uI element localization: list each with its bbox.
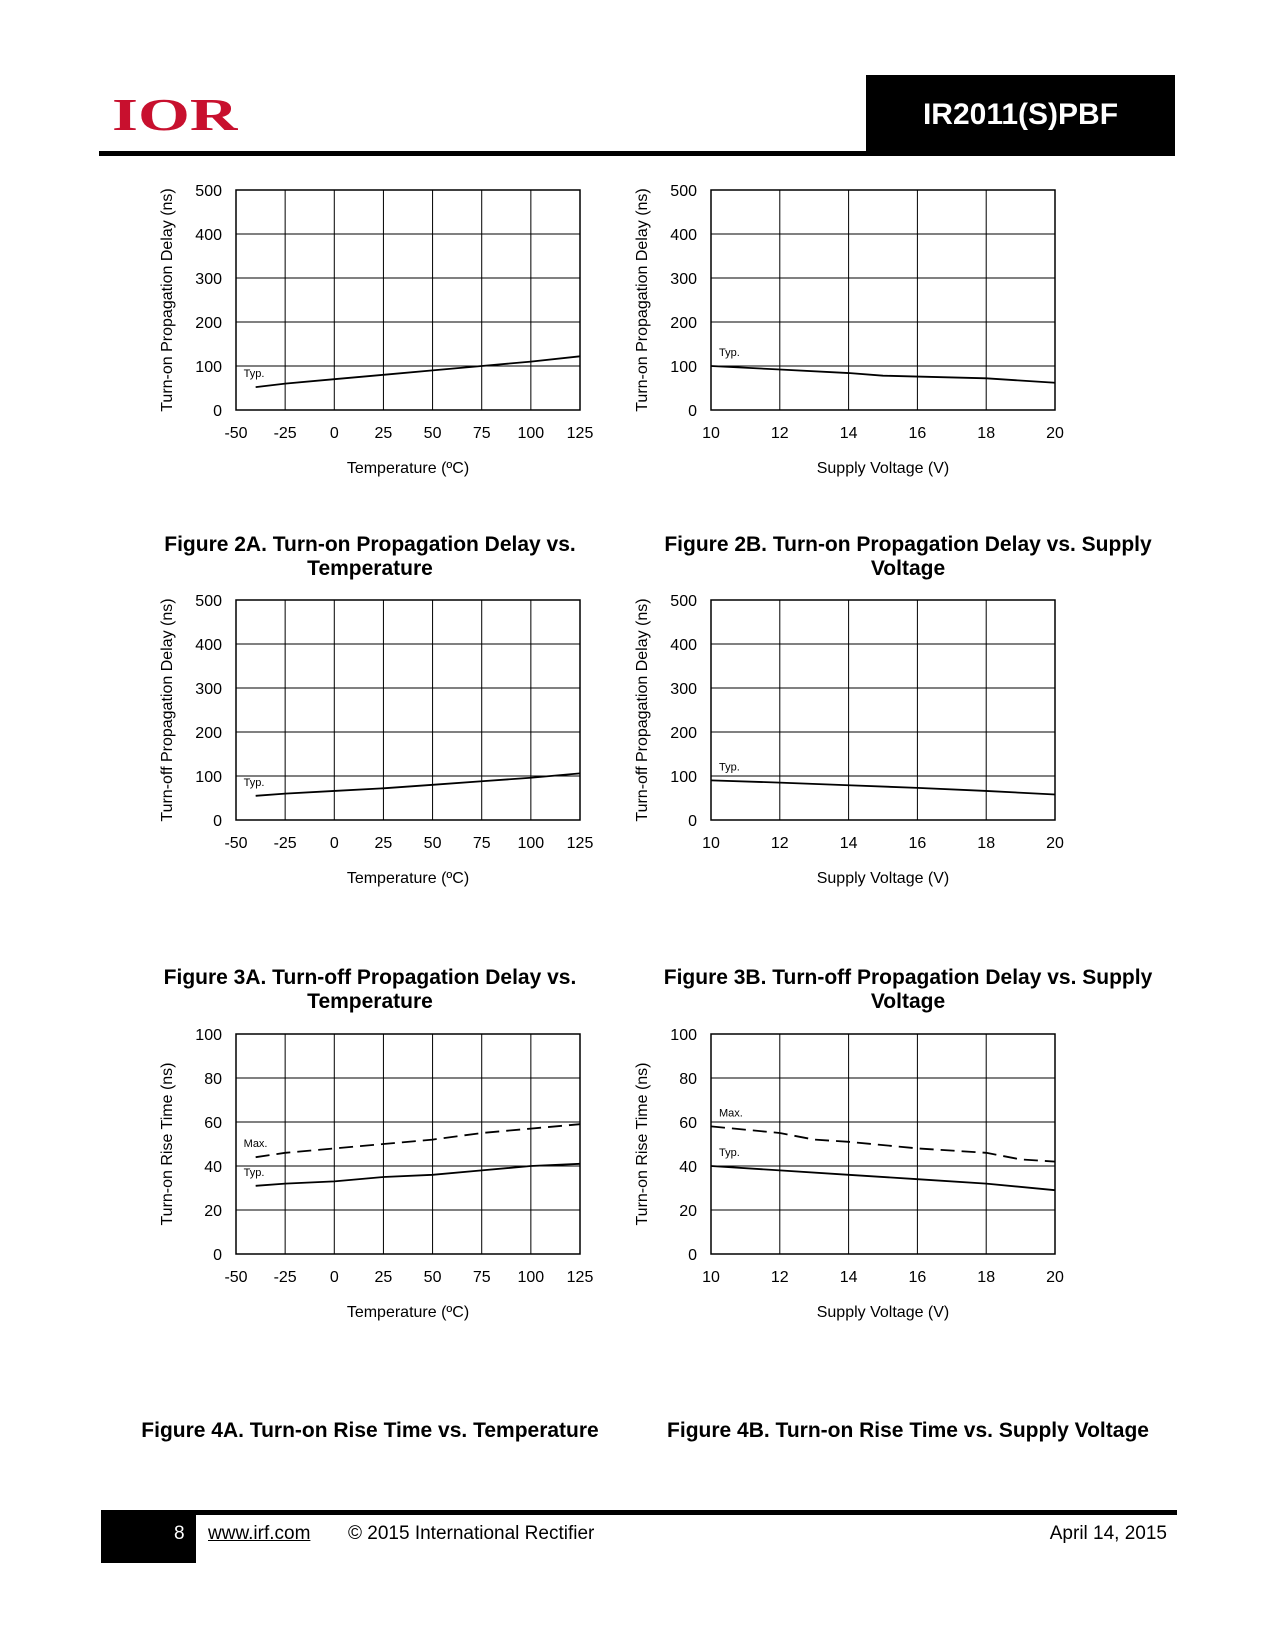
y-tick-label: 200 <box>670 315 697 332</box>
publication-date: April 14, 2015 <box>1049 1523 1167 1544</box>
series-label: Typ. <box>243 776 265 789</box>
x-tick-label: 14 <box>839 1269 858 1286</box>
figure-4a-caption <box>110 1419 630 1443</box>
part-number: IR2011(S)PBF <box>922 98 1119 131</box>
header-divider <box>99 151 1175 156</box>
y-tick-label: 0 <box>213 1247 222 1264</box>
x-tick-label: 20 <box>1046 1269 1064 1286</box>
chart-figure-2a <box>150 180 620 510</box>
plot-frame <box>711 1034 1055 1254</box>
x-tick-label: 75 <box>472 1269 491 1286</box>
figure-4b-caption <box>648 1419 1168 1443</box>
x-tick-label: 25 <box>374 425 393 442</box>
x-axis-label: Temperature (ºC) <box>346 1304 470 1321</box>
y-tick-label: 400 <box>670 227 697 244</box>
chart-svg <box>625 180 1095 510</box>
footer-divider <box>101 1510 1177 1515</box>
y-tick-label: 40 <box>679 1159 697 1176</box>
x-tick-label: -25 <box>273 835 297 852</box>
y-tick-label: 80 <box>204 1071 222 1088</box>
y-axis-label: Turn-on Propagation Delay (ns) <box>634 188 651 412</box>
chart-figure-3b <box>625 590 1095 920</box>
x-tick-label: 50 <box>423 835 442 852</box>
x-tick-label: 12 <box>770 1269 789 1286</box>
caption-line: Figure 2B. Turn-on Propagation Delay vs. Supply <box>664 533 1152 556</box>
x-tick-label: 50 <box>423 425 442 442</box>
chart-figure-3a <box>150 590 620 920</box>
series-label: Max. <box>243 1138 268 1151</box>
series-line-typ <box>711 780 1055 794</box>
series-label: Typ. <box>243 1166 265 1179</box>
x-tick-label: 14 <box>839 835 858 852</box>
x-tick-label: 0 <box>329 835 339 852</box>
x-tick-label: -50 <box>224 1269 248 1286</box>
x-axis-label: Supply Voltage (V) <box>816 1304 950 1321</box>
y-tick-label: 400 <box>670 637 697 654</box>
figure-3b-caption <box>648 966 1168 1014</box>
caption-line: Figure 4B. Turn-on Rise Time vs. Supply Voltage <box>667 1419 1149 1442</box>
series-label: Typ. <box>719 347 740 359</box>
x-tick-label: -25 <box>273 1269 297 1286</box>
y-tick-label: 100 <box>195 1027 222 1044</box>
y-tick-label: 300 <box>670 681 697 698</box>
x-tick-label: 18 <box>977 1269 996 1286</box>
x-tick-label: 125 <box>566 425 594 442</box>
x-tick-label: 16 <box>908 1269 927 1286</box>
chart-figure-4a <box>150 1024 620 1354</box>
page-number: 8 <box>174 1523 185 1544</box>
y-tick-label: 400 <box>195 227 222 244</box>
x-axis-label: Temperature (ºC) <box>346 460 470 477</box>
x-tick-label: 0 <box>329 1269 339 1286</box>
series-label: Typ. <box>719 1147 740 1159</box>
x-tick-label: 18 <box>977 425 996 442</box>
x-tick-label: 125 <box>566 835 594 852</box>
part-number-banner <box>866 75 1175 155</box>
series-line-max <box>711 1126 1055 1161</box>
series-line-typ <box>711 1166 1055 1190</box>
chart-figure-2b <box>625 180 1095 510</box>
x-tick-label: 50 <box>423 1269 442 1286</box>
x-tick-label: 100 <box>517 425 545 442</box>
y-tick-label: 500 <box>195 183 222 200</box>
x-axis-label: Supply Voltage (V) <box>816 460 950 477</box>
y-tick-label: 20 <box>679 1203 697 1220</box>
chart-svg <box>625 590 1095 920</box>
y-tick-label: 0 <box>688 813 697 830</box>
y-axis-label: Turn-on Propagation Delay (ns) <box>159 188 176 412</box>
y-tick-label: 0 <box>688 1247 697 1264</box>
y-tick-label: 300 <box>195 681 222 698</box>
copyright-text: © 2015 International Rectifier <box>348 1523 595 1544</box>
y-tick-label: 500 <box>670 593 697 610</box>
x-tick-label: 25 <box>374 835 393 852</box>
y-axis-label: Turn-off Propagation Delay (ns) <box>159 598 176 822</box>
y-tick-label: 80 <box>679 1071 697 1088</box>
y-tick-label: 0 <box>688 403 697 420</box>
series-line-typ <box>711 366 1055 383</box>
y-tick-label: 60 <box>679 1115 697 1132</box>
y-tick-label: 0 <box>213 813 222 830</box>
y-tick-label: 60 <box>204 1115 222 1132</box>
ir-logo-icon <box>112 92 238 136</box>
x-tick-label: 75 <box>472 835 491 852</box>
x-tick-label: 10 <box>702 835 720 852</box>
x-tick-label: 100 <box>517 835 545 852</box>
y-axis-label: Turn-off Propagation Delay (ns) <box>634 598 651 822</box>
chart-svg <box>150 1024 620 1354</box>
figure-2b-caption <box>648 533 1168 581</box>
x-tick-label: -25 <box>273 425 297 442</box>
x-tick-label: 100 <box>517 1269 545 1286</box>
chart-svg <box>150 180 620 510</box>
y-tick-label: 400 <box>195 637 222 654</box>
series-label: Max. <box>719 1107 743 1120</box>
caption-line: Figure 3B. Turn-off Propagation Delay vs. Supply <box>663 966 1153 989</box>
svg-text:IOR: IOR <box>112 92 238 136</box>
plot-frame <box>236 1034 580 1254</box>
company-logo <box>112 92 238 136</box>
y-tick-label: 200 <box>195 315 222 332</box>
x-tick-label: 12 <box>770 835 789 852</box>
chart-figure-4b <box>625 1024 1095 1354</box>
y-tick-label: 500 <box>670 183 697 200</box>
caption-line: Temperature <box>307 990 433 1013</box>
caption-line: Figure 2A. Turn-on Propagation Delay vs. <box>164 533 576 556</box>
series-label: Typ. <box>243 368 265 381</box>
series-label: Typ. <box>719 761 740 774</box>
y-tick-label: 200 <box>670 725 697 742</box>
figure-2a-caption <box>110 533 630 581</box>
x-axis-label: Supply Voltage (V) <box>816 870 950 887</box>
x-tick-label: 25 <box>374 1269 393 1286</box>
x-tick-label: 0 <box>329 425 339 442</box>
y-tick-label: 40 <box>204 1159 222 1176</box>
y-tick-label: 100 <box>670 359 697 376</box>
x-tick-label: 14 <box>839 425 858 442</box>
plot-frame <box>236 190 580 410</box>
y-tick-label: 300 <box>195 271 222 288</box>
caption-line: Temperature <box>307 557 433 580</box>
x-tick-label: 12 <box>770 425 789 442</box>
caption-line: Figure 3A. Turn-off Propagation Delay vs. <box>163 966 577 989</box>
y-tick-label: 200 <box>195 725 222 742</box>
y-tick-label: 100 <box>670 1027 697 1044</box>
x-tick-label: 125 <box>566 1269 594 1286</box>
x-tick-label: 20 <box>1046 425 1064 442</box>
figure-3a-caption <box>110 966 630 1014</box>
y-axis-label: Turn-on Rise Time (ns) <box>634 1062 651 1226</box>
website-link[interactable]: www.irf.com <box>208 1523 311 1544</box>
y-tick-label: 0 <box>213 403 222 420</box>
caption-line: Voltage <box>870 557 946 580</box>
x-tick-label: -50 <box>224 835 248 852</box>
y-axis-label: Turn-on Rise Time (ns) <box>159 1062 176 1226</box>
x-tick-label: 16 <box>908 425 927 442</box>
x-tick-label: 20 <box>1046 835 1064 852</box>
y-tick-label: 100 <box>195 359 222 376</box>
x-tick-label: 10 <box>702 425 720 442</box>
chart-svg <box>625 1024 1095 1354</box>
x-axis-label: Temperature (ºC) <box>346 870 470 887</box>
x-tick-label: 10 <box>702 1269 720 1286</box>
y-tick-label: 100 <box>195 769 222 786</box>
x-tick-label: 75 <box>472 425 491 442</box>
y-tick-label: 100 <box>670 769 697 786</box>
plot-frame <box>711 190 1055 410</box>
caption-line: Voltage <box>870 990 946 1013</box>
y-tick-label: 300 <box>670 271 697 288</box>
x-tick-label: 18 <box>977 835 996 852</box>
caption-line: Figure 4A. Turn-on Rise Time vs. Temperature <box>141 1419 599 1442</box>
x-tick-label: 16 <box>908 835 927 852</box>
chart-svg <box>150 590 620 920</box>
y-tick-label: 20 <box>204 1203 222 1220</box>
y-tick-label: 500 <box>195 593 222 610</box>
x-tick-label: -50 <box>224 425 248 442</box>
